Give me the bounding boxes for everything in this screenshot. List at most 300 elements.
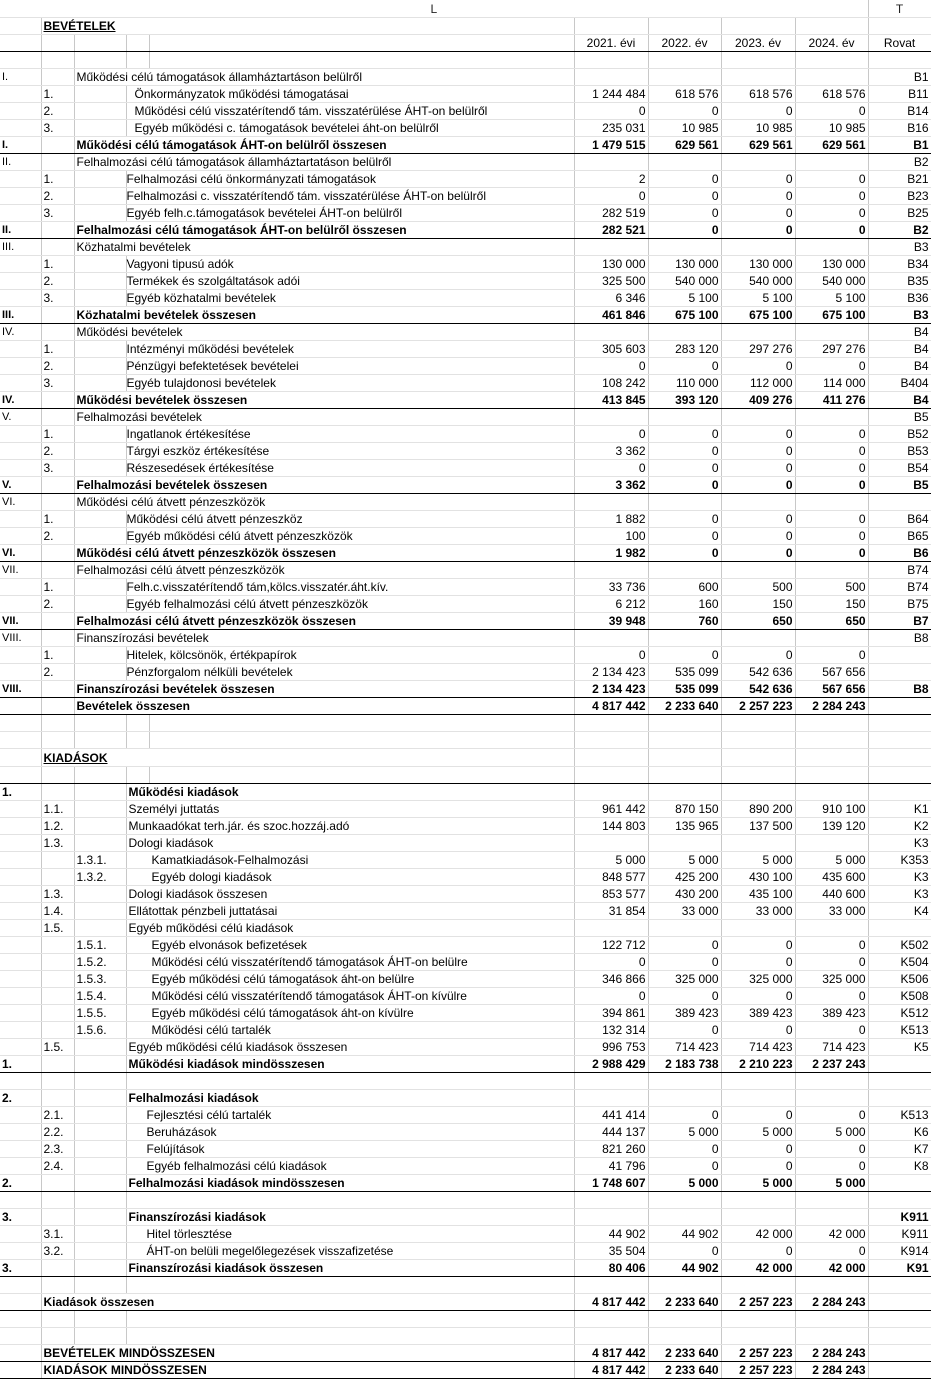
value-cell[interactable]: 0 bbox=[648, 443, 721, 460]
row-number[interactable] bbox=[0, 103, 41, 120]
value-cell[interactable] bbox=[795, 69, 868, 86]
value-cell[interactable]: 44 902 bbox=[648, 1226, 721, 1243]
value-cell[interactable]: 0 bbox=[574, 647, 648, 664]
row-sub2-number[interactable]: 1.3.1. bbox=[74, 852, 126, 869]
row-sub2-number[interactable]: 1.5.6. bbox=[74, 1022, 126, 1039]
value-cell[interactable] bbox=[795, 1328, 868, 1345]
row-number[interactable] bbox=[0, 443, 41, 460]
row-label[interactable]: Finanszírozási kiadások bbox=[126, 1209, 574, 1226]
value-cell[interactable] bbox=[721, 1090, 795, 1107]
value-cell[interactable]: 600 bbox=[648, 579, 721, 596]
row-label[interactable] bbox=[126, 1192, 574, 1209]
row-sub-number[interactable] bbox=[41, 937, 74, 954]
rovat-code[interactable]: B36 bbox=[868, 290, 931, 307]
value-cell[interactable]: 0 bbox=[648, 511, 721, 528]
row-number[interactable] bbox=[0, 1311, 41, 1328]
value-cell[interactable]: 714 423 bbox=[795, 1039, 868, 1056]
value-cell[interactable]: 629 561 bbox=[721, 137, 795, 154]
value-cell[interactable]: 0 bbox=[574, 188, 648, 205]
value-cell[interactable]: 2 233 640 bbox=[648, 1345, 721, 1362]
row-sub2-number[interactable]: 1.5.5. bbox=[74, 1005, 126, 1022]
row-number[interactable] bbox=[0, 1124, 41, 1141]
value-cell[interactable] bbox=[574, 154, 648, 171]
row-sub2-number[interactable] bbox=[74, 835, 126, 852]
row-label[interactable] bbox=[126, 1328, 574, 1345]
row-number[interactable]: VII. bbox=[0, 613, 41, 630]
row-sub-number[interactable]: 3. bbox=[41, 460, 74, 477]
row-number[interactable] bbox=[0, 358, 41, 375]
value-cell[interactable]: 444 137 bbox=[574, 1124, 648, 1141]
rovat-code[interactable]: B25 bbox=[868, 205, 931, 222]
row-label[interactable] bbox=[126, 1277, 574, 1294]
value-cell[interactable]: 500 bbox=[795, 579, 868, 596]
row-label[interactable]: Működési célú átvett pénzeszköz bbox=[126, 511, 574, 528]
rovat-code[interactable]: B4 bbox=[868, 324, 931, 341]
value-cell[interactable] bbox=[648, 630, 721, 647]
row-number[interactable] bbox=[0, 818, 41, 835]
value-cell[interactable]: 144 803 bbox=[574, 818, 648, 835]
value-cell[interactable] bbox=[648, 784, 721, 801]
row-label[interactable]: Részesedések értékesítése bbox=[126, 460, 574, 477]
value-cell[interactable]: 5 000 bbox=[648, 852, 721, 869]
row-label[interactable]: Felhalmozási célú támogatások államháztartatáson belülről bbox=[74, 154, 574, 171]
value-cell[interactable]: 0 bbox=[721, 954, 795, 971]
row-number[interactable]: III. bbox=[0, 307, 41, 324]
value-cell[interactable]: 5 000 bbox=[795, 1175, 868, 1192]
row-sub2-number[interactable] bbox=[74, 1073, 126, 1090]
row-label[interactable]: Működési bevételek bbox=[74, 324, 574, 341]
value-cell[interactable] bbox=[721, 239, 795, 256]
value-cell[interactable]: 41 796 bbox=[574, 1158, 648, 1175]
value-cell[interactable]: 1 244 484 bbox=[574, 86, 648, 103]
rovat-code[interactable]: B74 bbox=[868, 579, 931, 596]
row-indent[interactable] bbox=[74, 256, 126, 273]
value-cell[interactable]: 2 257 223 bbox=[721, 1362, 795, 1379]
row-sub2-number[interactable] bbox=[74, 1192, 126, 1209]
value-cell[interactable]: 0 bbox=[795, 358, 868, 375]
rovat-code[interactable]: K504 bbox=[868, 954, 931, 971]
value-cell[interactable]: 425 200 bbox=[648, 869, 721, 886]
row-sub-number[interactable]: 2. bbox=[41, 528, 74, 545]
row-sub2-number[interactable] bbox=[74, 1124, 126, 1141]
row-number[interactable] bbox=[0, 1141, 41, 1158]
rovat-code[interactable]: B2 bbox=[868, 222, 931, 239]
row-label[interactable]: Egyéb működési célú kiadások bbox=[126, 920, 574, 937]
row-label[interactable]: Egyéb felhalmozási célú kiadások bbox=[126, 1158, 574, 1175]
row-label[interactable]: Felhalmozási célú átvett pénzeszközök bbox=[74, 562, 574, 579]
rovat-code[interactable] bbox=[868, 1192, 931, 1209]
row-sub-number[interactable] bbox=[41, 1277, 74, 1294]
value-cell[interactable]: 500 bbox=[721, 579, 795, 596]
value-cell[interactable]: 5 000 bbox=[721, 852, 795, 869]
row-indent[interactable] bbox=[74, 511, 126, 528]
value-cell[interactable]: 0 bbox=[721, 511, 795, 528]
value-cell[interactable]: 0 bbox=[795, 511, 868, 528]
row-sub-number[interactable]: 3. bbox=[41, 375, 74, 392]
row-indent[interactable] bbox=[74, 443, 126, 460]
row-sub-number[interactable] bbox=[41, 494, 74, 511]
value-cell[interactable]: 2 284 243 bbox=[795, 1362, 868, 1379]
row-label[interactable]: Ingatlanok értékesítése bbox=[126, 426, 574, 443]
value-cell[interactable]: 0 bbox=[648, 1141, 721, 1158]
row-label[interactable]: Egyéb működési c. támogatások bevételei áht-on belülről bbox=[126, 120, 574, 137]
row-sub-number[interactable] bbox=[41, 1311, 74, 1328]
row-label[interactable]: Kamatkiadások-Felhalmozási bbox=[126, 852, 574, 869]
row-sub-number[interactable]: 2. bbox=[41, 273, 74, 290]
row-sub-number[interactable] bbox=[41, 1175, 74, 1192]
row-label[interactable]: Beruházások bbox=[126, 1124, 574, 1141]
row-label[interactable]: Felhalmozási célú átvett pénzeszközök összesen bbox=[74, 613, 574, 630]
row-sub-number[interactable]: 1.3. bbox=[41, 886, 74, 903]
value-cell[interactable]: 435 100 bbox=[721, 886, 795, 903]
value-cell[interactable]: 2 284 243 bbox=[795, 698, 868, 715]
value-cell[interactable]: 0 bbox=[795, 205, 868, 222]
value-cell[interactable]: 0 bbox=[648, 1107, 721, 1124]
rovat-code[interactable]: B21 bbox=[868, 171, 931, 188]
value-cell[interactable] bbox=[648, 494, 721, 511]
value-cell[interactable]: 108 242 bbox=[574, 375, 648, 392]
rovat-code[interactable]: B1 bbox=[868, 69, 931, 86]
row-number[interactable] bbox=[0, 171, 41, 188]
value-cell[interactable]: 0 bbox=[574, 988, 648, 1005]
row-sub-number[interactable] bbox=[41, 988, 74, 1005]
rovat-code[interactable]: B35 bbox=[868, 273, 931, 290]
value-cell[interactable] bbox=[795, 494, 868, 511]
value-cell[interactable] bbox=[648, 920, 721, 937]
value-cell[interactable]: 0 bbox=[721, 1107, 795, 1124]
row-number[interactable] bbox=[0, 460, 41, 477]
row-sub-number[interactable] bbox=[41, 545, 74, 562]
row-label[interactable]: Működési kiadások bbox=[126, 784, 574, 801]
row-number[interactable] bbox=[0, 1107, 41, 1124]
value-cell[interactable] bbox=[574, 784, 648, 801]
value-cell[interactable]: 2 988 429 bbox=[574, 1056, 648, 1073]
value-cell[interactable]: 618 576 bbox=[795, 86, 868, 103]
row-indent[interactable] bbox=[74, 375, 126, 392]
value-cell[interactable]: 540 000 bbox=[648, 273, 721, 290]
value-cell[interactable]: 0 bbox=[795, 188, 868, 205]
value-cell[interactable]: 0 bbox=[721, 477, 795, 494]
value-cell[interactable]: 297 276 bbox=[795, 341, 868, 358]
value-cell[interactable]: 2 233 640 bbox=[648, 1294, 721, 1311]
value-cell[interactable]: 0 bbox=[648, 954, 721, 971]
rovat-code[interactable]: K508 bbox=[868, 988, 931, 1005]
value-cell[interactable]: 540 000 bbox=[795, 273, 868, 290]
row-number[interactable]: VI. bbox=[0, 545, 41, 562]
rovat-code[interactable]: B4 bbox=[868, 358, 931, 375]
value-cell[interactable]: 10 985 bbox=[648, 120, 721, 137]
value-cell[interactable] bbox=[721, 784, 795, 801]
row-label[interactable]: Működési célú átvett pénzeszközök összesen bbox=[74, 545, 574, 562]
row-number[interactable]: VII. bbox=[0, 562, 41, 579]
row-indent[interactable] bbox=[74, 579, 126, 596]
rovat-code[interactable]: B404 bbox=[868, 375, 931, 392]
row-label[interactable]: Bevételek összesen bbox=[74, 698, 574, 715]
row-label[interactable]: Pénzforgalom nélküli bevételek bbox=[126, 664, 574, 681]
value-cell[interactable] bbox=[574, 1192, 648, 1209]
row-sub-number[interactable] bbox=[41, 154, 74, 171]
value-cell[interactable] bbox=[795, 1277, 868, 1294]
rovat-code[interactable]: B11 bbox=[868, 86, 931, 103]
value-cell[interactable]: 413 845 bbox=[574, 392, 648, 409]
value-cell[interactable] bbox=[795, 835, 868, 852]
row-sub-number[interactable] bbox=[41, 613, 74, 630]
value-cell[interactable]: 4 817 442 bbox=[574, 1294, 648, 1311]
value-cell[interactable]: 0 bbox=[795, 171, 868, 188]
value-cell[interactable]: 150 bbox=[721, 596, 795, 613]
row-label[interactable]: Egyéb működési célú átvett pénzeszközök bbox=[126, 528, 574, 545]
row-number[interactable]: 1. bbox=[0, 784, 41, 801]
row-number[interactable] bbox=[0, 1022, 41, 1039]
row-sub-number[interactable]: 2. bbox=[41, 664, 74, 681]
rovat-code[interactable] bbox=[868, 1175, 931, 1192]
row-sub-number[interactable] bbox=[41, 69, 74, 86]
row-number[interactable] bbox=[0, 86, 41, 103]
row-label[interactable]: BEVÉTELEK MINDÖSSZESEN bbox=[41, 1345, 574, 1362]
rovat-code[interactable] bbox=[868, 1090, 931, 1107]
value-cell[interactable]: 0 bbox=[721, 426, 795, 443]
row-sub2-number[interactable] bbox=[74, 903, 126, 920]
value-cell[interactable]: 100 bbox=[574, 528, 648, 545]
row-label[interactable] bbox=[126, 1311, 574, 1328]
row-sub2-number[interactable]: 1.5.4. bbox=[74, 988, 126, 1005]
value-cell[interactable]: 996 753 bbox=[574, 1039, 648, 1056]
value-cell[interactable]: 714 423 bbox=[721, 1039, 795, 1056]
value-cell[interactable] bbox=[648, 1209, 721, 1226]
value-cell[interactable] bbox=[721, 409, 795, 426]
row-number[interactable]: I. bbox=[0, 137, 41, 154]
value-cell[interactable] bbox=[648, 239, 721, 256]
row-indent[interactable] bbox=[74, 596, 126, 613]
value-cell[interactable] bbox=[721, 69, 795, 86]
value-cell[interactable]: 3 362 bbox=[574, 477, 648, 494]
row-label[interactable]: Felhalmozási kiadások bbox=[126, 1090, 574, 1107]
year-header-2024[interactable]: 2024. év bbox=[795, 35, 868, 52]
column-letter-l[interactable]: L bbox=[0, 0, 868, 18]
row-sub-number[interactable]: 2. bbox=[41, 188, 74, 205]
value-cell[interactable]: 0 bbox=[721, 545, 795, 562]
value-cell[interactable]: 618 576 bbox=[648, 86, 721, 103]
value-cell[interactable]: 0 bbox=[721, 171, 795, 188]
row-number[interactable] bbox=[0, 954, 41, 971]
row-sub-number[interactable]: 1. bbox=[41, 511, 74, 528]
row-label[interactable]: Működési célú átvett pénzeszközök bbox=[74, 494, 574, 511]
value-cell[interactable]: 0 bbox=[648, 426, 721, 443]
row-sub-number[interactable] bbox=[41, 1056, 74, 1073]
row-label[interactable]: Felhalmozási kiadások mindösszesen bbox=[126, 1175, 574, 1192]
row-number[interactable] bbox=[0, 698, 41, 715]
row-sub2-number[interactable]: 1.5.2. bbox=[74, 954, 126, 971]
row-sub-number[interactable]: 3. bbox=[41, 205, 74, 222]
value-cell[interactable]: 821 260 bbox=[574, 1141, 648, 1158]
value-cell[interactable]: 112 000 bbox=[721, 375, 795, 392]
row-label[interactable]: Személyi juttatás bbox=[126, 801, 574, 818]
row-label[interactable]: Működési célú visszatérítendő tám. visszatérülése ÁHT-on belülről bbox=[126, 103, 574, 120]
value-cell[interactable]: 0 bbox=[648, 477, 721, 494]
row-number[interactable] bbox=[0, 256, 41, 273]
row-sub-number[interactable]: 1. bbox=[41, 647, 74, 664]
value-cell[interactable]: 4 817 442 bbox=[574, 1345, 648, 1362]
row-sub2-number[interactable] bbox=[74, 1243, 126, 1260]
row-number[interactable] bbox=[0, 188, 41, 205]
value-cell[interactable]: 0 bbox=[721, 647, 795, 664]
row-sub-number[interactable] bbox=[41, 971, 74, 988]
value-cell[interactable] bbox=[795, 1209, 868, 1226]
row-sub2-number[interactable]: 1.5.3. bbox=[74, 971, 126, 988]
value-cell[interactable]: 409 276 bbox=[721, 392, 795, 409]
value-cell[interactable] bbox=[721, 1073, 795, 1090]
row-label[interactable]: Termékek és szolgáltatások adói bbox=[126, 273, 574, 290]
row-label[interactable]: Egyéb felh.c.támogatások bevételei ÁHT-on belülről bbox=[126, 205, 574, 222]
row-indent[interactable] bbox=[74, 120, 126, 137]
value-cell[interactable]: 2 257 223 bbox=[721, 1294, 795, 1311]
rovat-code[interactable] bbox=[868, 1277, 931, 1294]
value-cell[interactable]: 42 000 bbox=[721, 1226, 795, 1243]
row-number[interactable] bbox=[0, 426, 41, 443]
rovat-code[interactable]: B5 bbox=[868, 477, 931, 494]
value-cell[interactable]: 0 bbox=[648, 358, 721, 375]
row-sub-number[interactable] bbox=[41, 784, 74, 801]
row-indent[interactable] bbox=[74, 358, 126, 375]
row-sub2-number[interactable] bbox=[74, 1056, 126, 1073]
row-sub-number[interactable] bbox=[41, 1090, 74, 1107]
value-cell[interactable]: 1 982 bbox=[574, 545, 648, 562]
row-number[interactable] bbox=[0, 273, 41, 290]
row-number[interactable] bbox=[0, 528, 41, 545]
row-sub-number[interactable]: 1.5. bbox=[41, 920, 74, 937]
value-cell[interactable]: 5 000 bbox=[648, 1175, 721, 1192]
rovat-code[interactable]: B65 bbox=[868, 528, 931, 545]
rovat-code[interactable]: K6 bbox=[868, 1124, 931, 1141]
row-label[interactable]: Felhalmozási célú önkormányzati támogatások bbox=[126, 171, 574, 188]
row-label[interactable]: Fejlesztési célú tartalék bbox=[126, 1107, 574, 1124]
value-cell[interactable]: 33 000 bbox=[795, 903, 868, 920]
value-cell[interactable]: 2 233 640 bbox=[648, 698, 721, 715]
value-cell[interactable] bbox=[795, 324, 868, 341]
value-cell[interactable]: 39 948 bbox=[574, 613, 648, 630]
row-indent[interactable] bbox=[74, 664, 126, 681]
value-cell[interactable] bbox=[574, 494, 648, 511]
row-indent[interactable] bbox=[74, 273, 126, 290]
value-cell[interactable]: 6 346 bbox=[574, 290, 648, 307]
row-sub-number[interactable] bbox=[41, 1022, 74, 1039]
rovat-code[interactable] bbox=[868, 1328, 931, 1345]
value-cell[interactable]: 282 521 bbox=[574, 222, 648, 239]
value-cell[interactable]: 629 561 bbox=[648, 137, 721, 154]
value-cell[interactable]: 33 736 bbox=[574, 579, 648, 596]
row-number[interactable]: 3. bbox=[0, 1209, 41, 1226]
row-label[interactable]: Finanszírozási bevételek bbox=[74, 630, 574, 647]
value-cell[interactable] bbox=[648, 835, 721, 852]
value-cell[interactable]: 441 414 bbox=[574, 1107, 648, 1124]
row-sub-number[interactable] bbox=[41, 477, 74, 494]
row-number[interactable] bbox=[0, 937, 41, 954]
value-cell[interactable]: 650 bbox=[721, 613, 795, 630]
row-sub-number[interactable] bbox=[41, 409, 74, 426]
value-cell[interactable]: 0 bbox=[795, 1158, 868, 1175]
value-cell[interactable] bbox=[795, 154, 868, 171]
value-cell[interactable]: 675 100 bbox=[795, 307, 868, 324]
row-label[interactable]: Működési kiadások mindösszesen bbox=[126, 1056, 574, 1073]
row-indent[interactable] bbox=[74, 528, 126, 545]
row-label[interactable]: ÁHT-on belüli megelőlegezések visszafizetése bbox=[126, 1243, 574, 1260]
value-cell[interactable]: 535 099 bbox=[648, 664, 721, 681]
column-letter-t[interactable]: T bbox=[868, 0, 931, 18]
row-label[interactable]: Vagyoni tipusú adók bbox=[126, 256, 574, 273]
row-sub2-number[interactable] bbox=[74, 920, 126, 937]
row-number[interactable] bbox=[0, 1192, 41, 1209]
row-number[interactable] bbox=[0, 801, 41, 818]
row-indent[interactable] bbox=[74, 103, 126, 120]
value-cell[interactable]: 0 bbox=[648, 1243, 721, 1260]
row-number[interactable] bbox=[0, 664, 41, 681]
row-indent[interactable] bbox=[74, 171, 126, 188]
rovat-code[interactable]: K8 bbox=[868, 1158, 931, 1175]
rovat-code[interactable]: B34 bbox=[868, 256, 931, 273]
value-cell[interactable]: 0 bbox=[721, 988, 795, 1005]
value-cell[interactable]: 110 000 bbox=[648, 375, 721, 392]
value-cell[interactable]: 675 100 bbox=[648, 307, 721, 324]
value-cell[interactable]: 5 000 bbox=[721, 1175, 795, 1192]
value-cell[interactable]: 130 000 bbox=[574, 256, 648, 273]
row-sub-number[interactable] bbox=[41, 954, 74, 971]
value-cell[interactable]: 0 bbox=[795, 1141, 868, 1158]
value-cell[interactable]: 5 100 bbox=[721, 290, 795, 307]
row-sub-number[interactable]: 1. bbox=[41, 86, 74, 103]
row-label[interactable]: Pénzügyi befektetések bevételei bbox=[126, 358, 574, 375]
value-cell[interactable]: 675 100 bbox=[721, 307, 795, 324]
row-label[interactable]: Működési célú támogatások államháztartáson belülről bbox=[74, 69, 574, 86]
value-cell[interactable]: 435 600 bbox=[795, 869, 868, 886]
value-cell[interactable]: 0 bbox=[721, 528, 795, 545]
value-cell[interactable]: 4 817 442 bbox=[574, 698, 648, 715]
value-cell[interactable] bbox=[795, 1192, 868, 1209]
rovat-code[interactable]: K513 bbox=[868, 1107, 931, 1124]
value-cell[interactable] bbox=[721, 494, 795, 511]
row-sub-number[interactable]: 1. bbox=[41, 579, 74, 596]
rovat-code[interactable]: K4 bbox=[868, 903, 931, 920]
rovat-code[interactable]: K911 bbox=[868, 1209, 931, 1226]
value-cell[interactable]: 305 603 bbox=[574, 341, 648, 358]
value-cell[interactable]: 0 bbox=[721, 205, 795, 222]
value-cell[interactable]: 5 000 bbox=[648, 1124, 721, 1141]
value-cell[interactable]: 714 423 bbox=[648, 1039, 721, 1056]
row-sub-number[interactable]: 2. bbox=[41, 443, 74, 460]
value-cell[interactable]: 0 bbox=[574, 460, 648, 477]
row-number[interactable] bbox=[0, 903, 41, 920]
row-number[interactable] bbox=[0, 1158, 41, 1175]
row-label[interactable]: Felhalmozási bevételek összesen bbox=[74, 477, 574, 494]
row-label[interactable]: Közhatalmi bevételek összesen bbox=[74, 307, 574, 324]
row-number[interactable] bbox=[0, 205, 41, 222]
row-number[interactable] bbox=[0, 596, 41, 613]
value-cell[interactable] bbox=[721, 1328, 795, 1345]
value-cell[interactable]: 389 423 bbox=[721, 1005, 795, 1022]
rovat-code[interactable]: B7 bbox=[868, 613, 931, 630]
row-label[interactable]: Közhatalmi bevételek bbox=[74, 239, 574, 256]
value-cell[interactable]: 440 600 bbox=[795, 886, 868, 903]
row-sub-number[interactable] bbox=[41, 239, 74, 256]
row-sub-number[interactable] bbox=[41, 392, 74, 409]
value-cell[interactable]: 33 000 bbox=[721, 903, 795, 920]
row-label[interactable]: Hitel törlesztése bbox=[126, 1226, 574, 1243]
value-cell[interactable]: 0 bbox=[648, 1022, 721, 1039]
value-cell[interactable]: 2 257 223 bbox=[721, 1345, 795, 1362]
rovat-code[interactable]: K3 bbox=[868, 869, 931, 886]
rovat-code[interactable]: K513 bbox=[868, 1022, 931, 1039]
value-cell[interactable] bbox=[648, 409, 721, 426]
row-label[interactable]: Dologi kiadások összesen bbox=[126, 886, 574, 903]
